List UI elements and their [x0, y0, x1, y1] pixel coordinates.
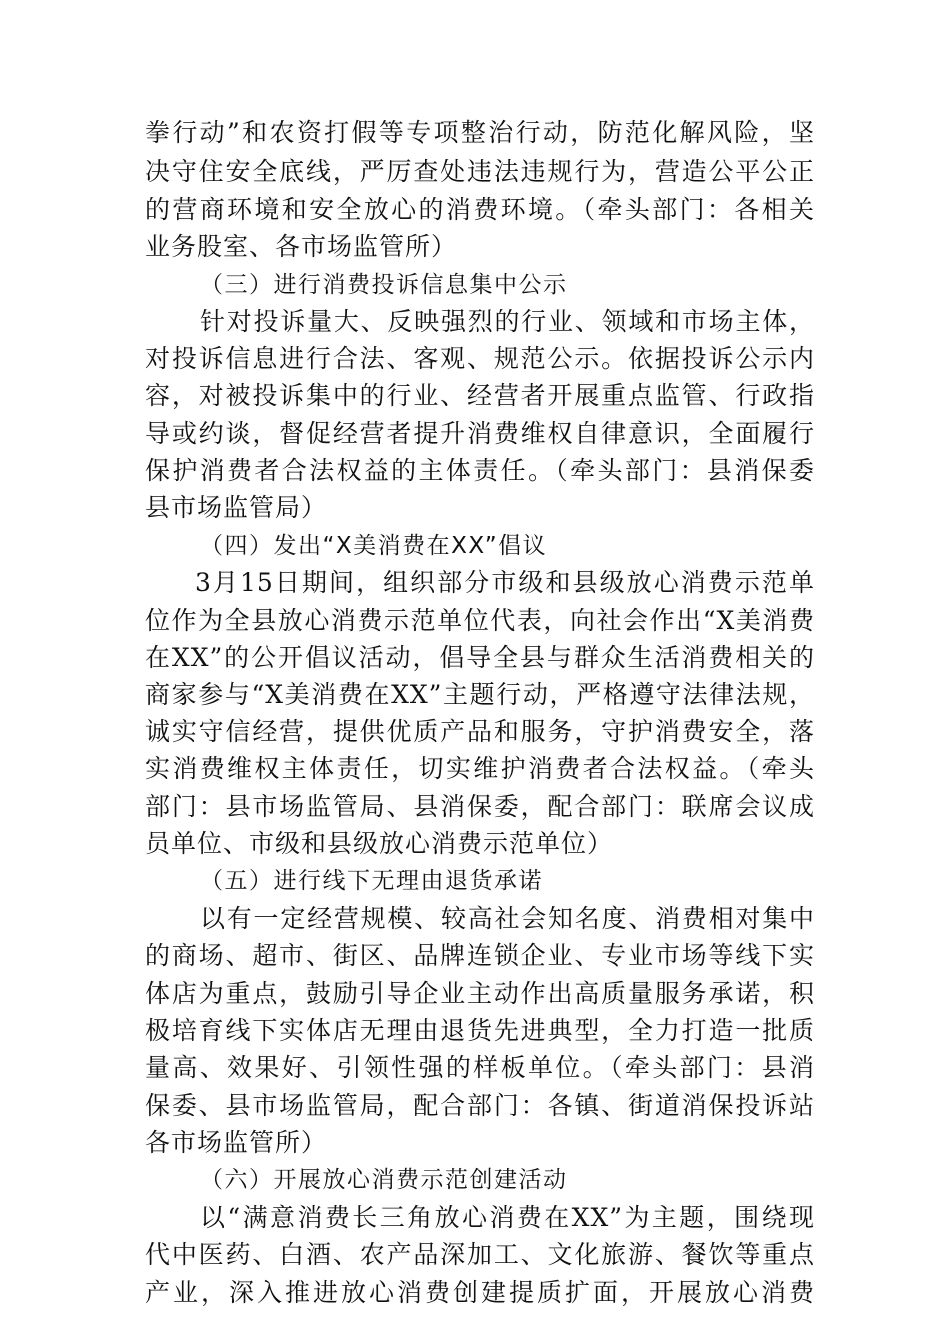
body-text-line: 产业，深入推进放心消费创建提质扩面，开展放心消费	[145, 1278, 815, 1307]
body-text-line: 针对投诉量大、反映强烈的行业、领域和市场主体，	[200, 307, 815, 336]
body-text-line: 拳行动”和农资打假等专项整治行动，防范化解风险，坚	[145, 118, 815, 147]
body-text-line: 保护消费者合法权益的主体责任。（牵头部门：县消保委	[145, 456, 815, 485]
body-text-line: 商家参与“X美消费在XX”主题行动，严格遵守法律法规，	[145, 680, 815, 709]
body-text-line: 以“满意消费长三角放心消费在XX”为主题，围绕现	[200, 1203, 815, 1232]
body-text-line: 极培育线下实体店无理由退货先进典型，全力打造一批质	[145, 1016, 815, 1045]
body-text-line: 在XX”的公开倡议活动，倡导全县与群众生活消费相关的	[145, 643, 815, 672]
section-heading: （三）进行消费投诉信息集中公示	[200, 272, 568, 298]
body-text-line: 以有一定经营规模、较高社会知名度、消费相对集中	[200, 904, 815, 933]
body-text-line: 的商场、超市、街区、品牌连锁企业、专业市场等线下实	[145, 941, 815, 970]
body-text-line: 各市场监管所）	[145, 1128, 328, 1157]
body-text-line: 诚实守信经营，提供优质产品和服务，守护消费安全，落	[145, 717, 815, 746]
body-text-line: 的营商环境和安全放心的消费环境。（牵头部门：各相关	[145, 195, 815, 224]
body-text-line: 实消费维权主体责任，切实维护消费者合法权益。（牵头	[145, 754, 815, 783]
body-text-line: 决守住安全底线，严厉查处违法违规行为，营造公平公正	[145, 157, 815, 186]
body-text-line: 量高、效果好、引领性强的样板单位。（牵头部门：县消	[145, 1053, 815, 1082]
section-heading: （六）开展放心消费示范创建活动	[200, 1167, 568, 1193]
body-text-line: 业务股室、各市场监管所）	[145, 232, 458, 261]
body-text-line: 对投诉信息进行合法、客观、规范公示。依据投诉公示内	[145, 344, 815, 373]
body-text-line: 代中医药、白酒、农产品深加工、文化旅游、餐饮等重点	[145, 1240, 815, 1269]
body-text-line: 县市场监管局）	[145, 493, 328, 522]
body-text-line: 体店为重点，鼓励引导企业主动作出高质量服务承诺，积	[145, 979, 815, 1008]
body-text-line: 3月15日期间，组织部分市级和县级放心消费示范单	[195, 568, 815, 597]
body-text-line: 员单位、市级和县级放心消费示范单位）	[145, 829, 614, 858]
body-text-line: 保委、县市场监管局，配合部门：各镇、街道消保投诉站	[145, 1091, 815, 1120]
section-heading: （五）进行线下无理由退货承诺	[200, 868, 543, 894]
body-text-line: 导或约谈，督促经营者提升消费维权自律意识，全面履行	[145, 419, 815, 448]
body-text-line: 部门：县市场监管局、县消保委，配合部门：联席会议成	[145, 792, 815, 821]
section-heading: （四）发出“X美消费在XX”倡议	[200, 533, 548, 559]
body-text-line: 容，对被投诉集中的行业、经营者开展重点监管、行政指	[145, 381, 815, 410]
body-text-line: 位作为全县放心消费示范单位代表，向社会作出“X美消费	[145, 606, 815, 635]
